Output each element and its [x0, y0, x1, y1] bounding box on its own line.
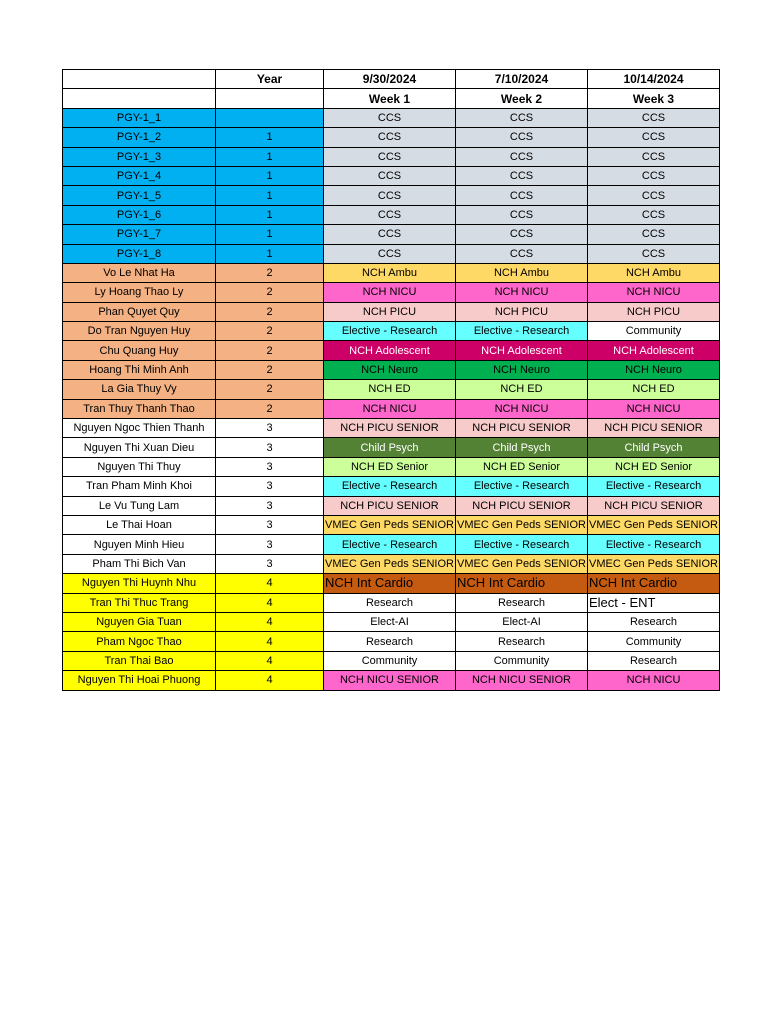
table-row [63, 225, 720, 244]
rotation-cell-week-2[interactable]: NCH NICU [456, 399, 588, 418]
table-row [63, 438, 720, 457]
table-row [63, 302, 720, 321]
resident-year-cell[interactable]: 1 [216, 166, 324, 185]
rotation-cell-week-3[interactable]: Elective - Research [588, 477, 720, 496]
resident-year-cell[interactable]: 1 [216, 225, 324, 244]
rotation-cell-week-2[interactable]: VMEC Gen Peds SENIOR [456, 554, 588, 573]
table-row [63, 574, 720, 593]
table-row [63, 360, 720, 379]
resident-year-cell[interactable]: 2 [216, 263, 324, 282]
rotation-cell-week-3[interactable]: NCH PICU SENIOR [588, 419, 720, 438]
rotation-cell-week-2[interactable]: NCH ED [456, 380, 588, 399]
rotation-cell-week-2[interactable]: NCH PICU SENIOR [456, 419, 588, 438]
rotation-cell-week-3[interactable]: NCH Adolescent [588, 341, 720, 360]
resident-name-cell[interactable]: Le Thai Hoan [63, 515, 216, 534]
rotation-cell-week-2[interactable]: NCH PICU [456, 302, 588, 321]
rotation-cell-week-1[interactable]: NCH NICU SENIOR [324, 671, 456, 690]
rotation-cell-week-1[interactable]: Research [324, 593, 456, 612]
resident-year-cell[interactable]: 4 [216, 593, 324, 612]
resident-year-cell[interactable]: 1 [216, 205, 324, 224]
resident-year-cell[interactable]: 4 [216, 574, 324, 593]
rotation-cell-week-1[interactable]: CCS [324, 244, 456, 263]
table-row [63, 535, 720, 554]
resident-year-cell[interactable]: 2 [216, 360, 324, 379]
resident-year-cell[interactable]: 3 [216, 515, 324, 534]
schedule-body [63, 70, 720, 691]
rotation-cell-week-1[interactable]: NCH NICU [324, 399, 456, 418]
rotation-cell-week-1[interactable]: CCS [324, 166, 456, 185]
table-row [63, 283, 720, 302]
header-row-weeks [63, 89, 720, 108]
rotation-cell-week-3[interactable]: CCS [588, 147, 720, 166]
table-row [63, 651, 720, 670]
rotation-cell-week-2[interactable]: NCH ED Senior [456, 457, 588, 476]
rotation-cell-week-3[interactable]: NCH Ambu [588, 263, 720, 282]
rotation-cell-week-3[interactable]: CCS [588, 108, 720, 127]
header-date-week-2[interactable]: 7/10/2024 [456, 70, 588, 89]
resident-year-cell[interactable]: 1 [216, 186, 324, 205]
resident-year-cell[interactable]: 3 [216, 419, 324, 438]
rotation-cell-week-3[interactable]: Child Psych [588, 438, 720, 457]
rotation-cell-week-1[interactable]: CCS [324, 205, 456, 224]
rotation-cell-week-1[interactable]: CCS [324, 128, 456, 147]
table-row [63, 186, 720, 205]
rotation-cell-week-3[interactable]: Elect - ENT [588, 593, 720, 612]
rotation-cell-week-1[interactable]: CCS [324, 147, 456, 166]
header-blank-cell[interactable] [63, 89, 216, 108]
resident-year-cell[interactable]: 4 [216, 612, 324, 631]
resident-name-cell[interactable]: PGY-1_2 [63, 128, 216, 147]
rotation-cell-week-3[interactable]: Community [588, 632, 720, 651]
resident-name-cell[interactable]: Do Tran Nguyen Huy [63, 322, 216, 341]
rotation-cell-week-1[interactable]: NCH ED [324, 380, 456, 399]
rotation-cell-week-1[interactable]: NCH Ambu [324, 263, 456, 282]
rotation-cell-week-2[interactable]: NCH Neuro [456, 360, 588, 379]
rotation-cell-week-3[interactable]: Community [588, 322, 720, 341]
table-row [63, 496, 720, 515]
rotation-cell-week-1[interactable]: VMEC Gen Peds SENIOR [324, 554, 456, 573]
table-row [63, 671, 720, 690]
resident-year-cell[interactable] [216, 108, 324, 127]
rotation-cell-week-3[interactable]: VMEC Gen Peds SENIOR [588, 515, 720, 534]
table-row [63, 632, 720, 651]
header-year-cell[interactable]: Year [216, 70, 324, 89]
resident-year-cell[interactable]: 1 [216, 147, 324, 166]
resident-name-cell[interactable]: Nguyen Thi Huynh Nhu [63, 574, 216, 593]
resident-name-cell[interactable]: PGY-1_1 [63, 108, 216, 127]
rotation-cell-week-2[interactable]: NCH Int Cardio [456, 574, 588, 593]
rotation-cell-week-3[interactable]: Research [588, 651, 720, 670]
resident-name-cell[interactable]: Nguyen Thi Hoai Phuong [63, 671, 216, 690]
resident-year-cell[interactable]: 2 [216, 302, 324, 321]
rotation-cell-week-1[interactable]: NCH Int Cardio [324, 574, 456, 593]
table-row [63, 515, 720, 534]
rotation-cell-week-1[interactable]: NCH Neuro [324, 360, 456, 379]
rotation-cell-week-2[interactable]: NCH Ambu [456, 263, 588, 282]
rotation-cell-week-1[interactable]: Elect-AI [324, 612, 456, 631]
rotation-cell-week-2[interactable]: Research [456, 593, 588, 612]
resident-year-cell[interactable]: 2 [216, 283, 324, 302]
header-week-1[interactable]: Week 1 [324, 89, 456, 108]
table-row [63, 554, 720, 573]
header-date-week-3[interactable]: 10/14/2024 [588, 70, 720, 89]
resident-name-cell[interactable]: PGY-1_5 [63, 186, 216, 205]
rotation-cell-week-2[interactable]: CCS [456, 108, 588, 127]
rotation-cell-week-3[interactable]: CCS [588, 205, 720, 224]
rotation-cell-week-1[interactable]: NCH PICU SENIOR [324, 419, 456, 438]
resident-name-cell[interactable]: La Gia Thuy Vy [63, 380, 216, 399]
rotation-cell-week-1[interactable]: CCS [324, 108, 456, 127]
resident-name-cell[interactable]: Tran Pham Minh Khoi [63, 477, 216, 496]
rotation-cell-week-3[interactable]: CCS [588, 166, 720, 185]
resident-name-cell[interactable]: PGY-1_8 [63, 244, 216, 263]
rotation-cell-week-1[interactable]: Elective - Research [324, 322, 456, 341]
resident-year-cell[interactable]: 3 [216, 477, 324, 496]
resident-year-cell[interactable]: 3 [216, 457, 324, 476]
rotation-cell-week-2[interactable]: CCS [456, 186, 588, 205]
resident-name-cell[interactable]: Tran Thai Bao [63, 651, 216, 670]
resident-name-cell[interactable]: PGY-1_6 [63, 205, 216, 224]
resident-year-cell[interactable]: 2 [216, 341, 324, 360]
rotation-cell-week-2[interactable]: NCH Adolescent [456, 341, 588, 360]
rotation-cell-week-1[interactable]: NCH ED Senior [324, 457, 456, 476]
resident-year-cell[interactable]: 2 [216, 380, 324, 399]
rotation-cell-week-3[interactable]: CCS [588, 186, 720, 205]
resident-name-cell[interactable]: Nguyen Ngoc Thien Thanh [63, 419, 216, 438]
rotation-cell-week-2[interactable]: CCS [456, 147, 588, 166]
rotation-cell-week-2[interactable]: CCS [456, 128, 588, 147]
resident-name-cell[interactable]: PGY-1_3 [63, 147, 216, 166]
resident-year-cell[interactable]: 4 [216, 671, 324, 690]
table-row [63, 457, 720, 476]
table-row [63, 244, 720, 263]
resident-name-cell[interactable]: Pham Ngoc Thao [63, 632, 216, 651]
rotation-cell-week-1[interactable]: NCH NICU [324, 283, 456, 302]
resident-year-cell[interactable]: 2 [216, 322, 324, 341]
rotation-cell-week-3[interactable]: NCH NICU [588, 283, 720, 302]
resident-year-cell[interactable]: 3 [216, 496, 324, 515]
resident-year-cell[interactable]: 1 [216, 244, 324, 263]
rotation-cell-week-1[interactable]: NCH PICU SENIOR [324, 496, 456, 515]
rotation-cell-week-1[interactable]: VMEC Gen Peds SENIOR [324, 515, 456, 534]
rotation-cell-week-1[interactable]: Elective - Research [324, 535, 456, 554]
header-row-dates [63, 70, 720, 89]
rotation-cell-week-1[interactable]: Child Psych [324, 438, 456, 457]
rotation-cell-week-2[interactable]: NCH PICU SENIOR [456, 496, 588, 515]
header-week-2[interactable]: Week 2 [456, 89, 588, 108]
resident-year-cell[interactable]: 3 [216, 554, 324, 573]
resident-year-cell[interactable]: 4 [216, 632, 324, 651]
rotation-cell-week-3[interactable]: NCH ED Senior [588, 457, 720, 476]
rotation-cell-week-2[interactable]: Community [456, 651, 588, 670]
table-row [63, 322, 720, 341]
header-week-3[interactable]: Week 3 [588, 89, 720, 108]
rotation-cell-week-1[interactable]: CCS [324, 225, 456, 244]
resident-name-cell[interactable]: Vo Le Nhat Ha [63, 263, 216, 282]
resident-name-cell[interactable]: Tran Thuy Thanh Thao [63, 399, 216, 418]
resident-name-cell[interactable]: Chu Quang Huy [63, 341, 216, 360]
rotation-cell-week-1[interactable]: Elective - Research [324, 477, 456, 496]
rotation-cell-week-1[interactable]: CCS [324, 186, 456, 205]
resident-name-cell[interactable]: Ly Hoang Thao Ly [63, 283, 216, 302]
table-row [63, 166, 720, 185]
resident-name-cell[interactable]: Hoang Thi Minh Anh [63, 360, 216, 379]
resident-year-cell[interactable]: 2 [216, 399, 324, 418]
rotation-cell-week-3[interactable]: NCH NICU [588, 671, 720, 690]
resident-name-cell[interactable]: Nguyen Minh Hieu [63, 535, 216, 554]
table-row [63, 205, 720, 224]
rotation-cell-week-2[interactable]: Elect-AI [456, 612, 588, 631]
resident-year-cell[interactable]: 3 [216, 535, 324, 554]
rotation-cell-week-2[interactable]: CCS [456, 244, 588, 263]
rotation-cell-week-1[interactable]: NCH Adolescent [324, 341, 456, 360]
table-row [63, 147, 720, 166]
rotation-cell-week-2[interactable]: Child Psych [456, 438, 588, 457]
rotation-cell-week-3[interactable]: NCH Int Cardio [588, 574, 720, 593]
rotation-cell-week-2[interactable]: Research [456, 632, 588, 651]
rotation-cell-week-2[interactable]: CCS [456, 166, 588, 185]
rotation-cell-week-2[interactable]: Elective - Research [456, 535, 588, 554]
rotation-cell-week-2[interactable]: NCH NICU [456, 283, 588, 302]
rotation-cell-week-3[interactable]: NCH Neuro [588, 360, 720, 379]
resident-name-cell[interactable]: Nguyen Gia Tuan [63, 612, 216, 631]
table-row [63, 477, 720, 496]
rotation-cell-week-2[interactable]: Elective - Research [456, 322, 588, 341]
resident-year-cell[interactable]: 4 [216, 651, 324, 670]
rotation-cell-week-2[interactable]: NCH NICU SENIOR [456, 671, 588, 690]
rotation-cell-week-3[interactable]: NCH NICU [588, 399, 720, 418]
rotation-cell-week-1[interactable]: Community [324, 651, 456, 670]
rotation-cell-week-2[interactable]: CCS [456, 205, 588, 224]
rotation-cell-week-3[interactable]: VMEC Gen Peds SENIOR [588, 554, 720, 573]
resident-name-cell[interactable]: Nguyen Thi Xuan Dieu [63, 438, 216, 457]
rotation-cell-week-2[interactable]: Elective - Research [456, 477, 588, 496]
rotation-cell-week-3[interactable]: CCS [588, 225, 720, 244]
resident-name-cell[interactable]: PGY-1_7 [63, 225, 216, 244]
rotation-cell-week-1[interactable]: Research [324, 632, 456, 651]
resident-name-cell[interactable]: Pham Thi Bich Van [63, 554, 216, 573]
table-row [63, 612, 720, 631]
table-row [63, 128, 720, 147]
header-name-cell[interactable] [63, 70, 216, 89]
table-row [63, 380, 720, 399]
table-row [63, 593, 720, 612]
rotation-cell-week-3[interactable]: Research [588, 612, 720, 631]
resident-year-cell[interactable]: 1 [216, 128, 324, 147]
rotation-cell-week-3[interactable]: Elective - Research [588, 535, 720, 554]
table-row [63, 419, 720, 438]
table-row [63, 341, 720, 360]
header-date-week-1[interactable]: 9/30/2024 [324, 70, 456, 89]
header-year-sub-cell[interactable] [216, 89, 324, 108]
table-row [63, 399, 720, 418]
resident-name-cell[interactable]: Nguyen Thi Thuy [63, 457, 216, 476]
resident-year-cell[interactable]: 3 [216, 438, 324, 457]
rotation-cell-week-3[interactable]: NCH ED [588, 380, 720, 399]
resident-name-cell[interactable]: Phan Quyet Quy [63, 302, 216, 321]
table-row [63, 108, 720, 127]
resident-name-cell[interactable]: PGY-1_4 [63, 166, 216, 185]
rotation-cell-week-1[interactable]: NCH PICU [324, 302, 456, 321]
rotation-cell-week-3[interactable]: CCS [588, 244, 720, 263]
rotation-schedule-table [62, 69, 720, 691]
table-row [63, 263, 720, 282]
resident-name-cell[interactable]: Le Vu Tung Lam [63, 496, 216, 515]
rotation-cell-week-3[interactable]: NCH PICU SENIOR [588, 496, 720, 515]
rotation-cell-week-2[interactable]: CCS [456, 225, 588, 244]
rotation-cell-week-3[interactable]: NCH PICU [588, 302, 720, 321]
rotation-cell-week-2[interactable]: VMEC Gen Peds SENIOR [456, 515, 588, 534]
rotation-cell-week-3[interactable]: CCS [588, 128, 720, 147]
resident-name-cell[interactable]: Tran Thi Thuc Trang [63, 593, 216, 612]
